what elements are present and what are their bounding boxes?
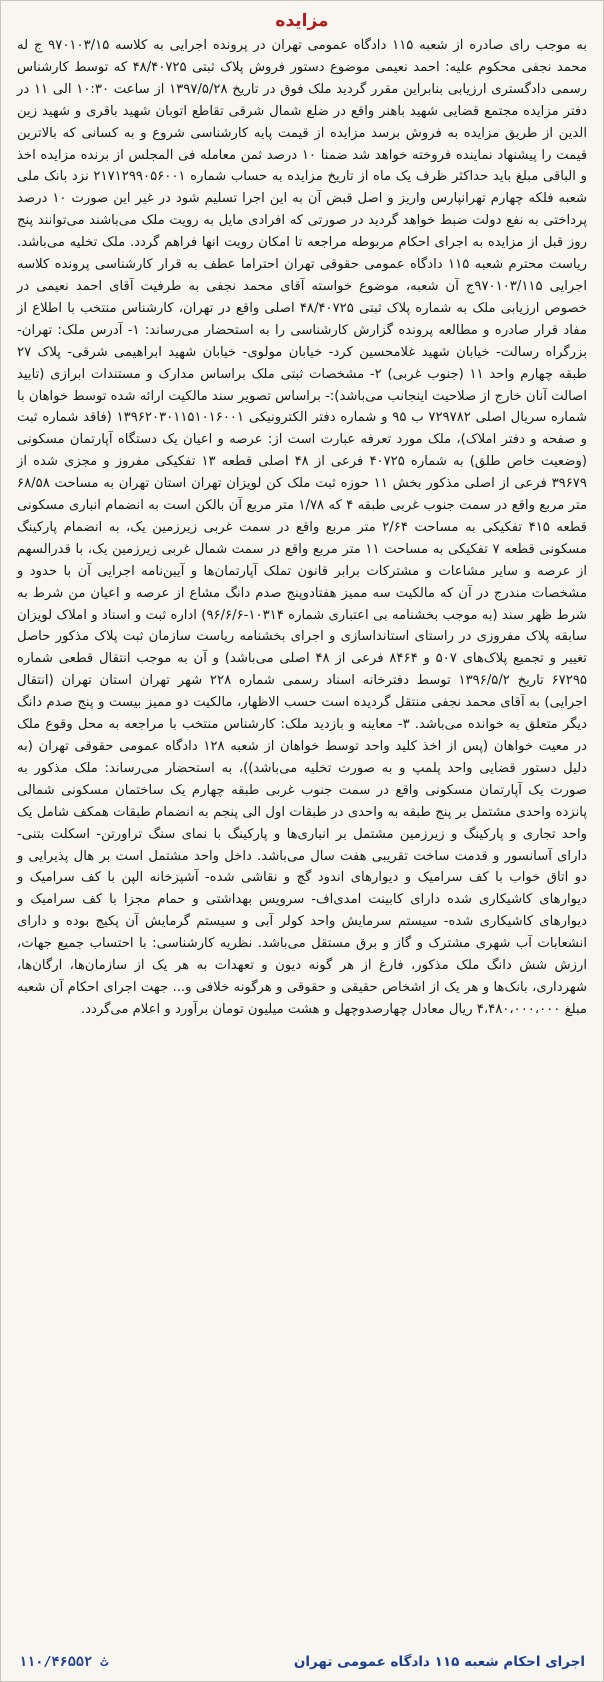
notice-footer <box>1 1651 603 1673</box>
notice-code: ۱۱۰/۴۶۵۵۲ ث <box>19 1654 109 1670</box>
notice-title: مزایده <box>275 11 329 31</box>
notice-body <box>1 31 603 1021</box>
notice-paragraph: به موجب رای صادره از شعبه ۱۱۵ دادگاه عمومی تهران در پرونده اجرایی به کلاسه ۹۷۰۱۰۳/۱۵ ج له محمد نجفی محکوم علیه: احمد نعیمی موضوع دستور فروش پلاک ثبتی ۴۸/۴۰۷۲۵ که توسط کارشناس رسمی دادگستری ارزیابی بنابراین مقرر گردید ملک فوق در تاریخ ۱۳۹۷/۵/۲۸ از ساعت ۱۰:۳۰ الی ۱۱ در دفتر مزایده مجتمع قضایی شهید باهنر واقع در ضلع شمال شرقی تقاطع اتوبان شهید باقری و شهید زین الدین از طریق مزایده به فروش برسد مزایده از قیمت پایه کارشناسی شروع و به کسانی که بالاترین قیمت را پیشنهاد نماینده فروخته خواهد شد ضمنا ۱۰ درصد ثمن معامله فی المجلس از برنده مزایده اخذ و الباقی مبلغ باید حداکثر ظرف یک ماه از تاریخ مزایده به حساب شماره ۲۱۷۱۲۹۹۰۵۶۰۰۱ نزد بانک ملی شعبه فلکه چهارم تهرانپارس واریز و اصل قبض آن به این اجرا تسلیم شود در غیر این صورت ۱۰ درصد پرداختی به نفع دولت ضبط خواهد گردید در صورتی که افرادی مایل به رویت ملک می‌باشند می‌توانند پنج روز قبل از مزایده به اجرای احکام مربوطه مراجعه تا امکان رویت انها فراهم گردد. ملک تخلیه می‌باشد. ریاست محترم شعبه ۱۱۵ دادگاه عمومی حقوقی تهران احتراما عطف به قرار کارشناسی پرونده کلاسه اجرایی ۹۷۰۱۰۳/۱۱۵ج آن شعبه، موضوع خواسته آقای محمد نجفی به طرفیت آقای احمد نعیمی در خصوص ارزیابی ملک به شماره پلاک ثبتی ۴۸/۴۰۷۲۵ اصلی واقع در تهران، کارشناس منتخب با اطلاع از مفاد قرار صادره و مطالعه پرونده گزارش کارشناسی را به استحضار می‌رساند: ۱- آدرس ملک: تهران- بزرگراه رسالت- خیابان شهید غلامحسین کرد- خیابان مولوی- خیابان شهید ابراهیمی شرقی- پلاک ۲۷ طبقه چهارم واحد ۱۱ (جنوب غربی) ۲- مشخصات ثبتی ملک براساس مدارک و مستندات ابرازی (تایید اصالت آنان خارج از صلاحیت اینجانب می‌باشد):- براساس تصویر سند مالکیت ارائه شده توسط خواهان با شماره سریال اصلی ۷۲۹۷۸۲ ب ۹۵ و شماره دفتر الکترونیکی ۱۳۹۶۲۰۳۰۱۱۵۱۰۱۶۰۰۱ (فاقد شماره ثبت و صفحه و دفتر املاک)، ملک مورد تعرفه عبارت است از: عرصه و اعیان یک دستگاه آپارتمان مسکونی (وضعیت خاص طلق) به شماره ۴۰۷۲۵ فرعی از ۴۸ اصلی قطعه ۱۳ تفکیکی مفروز و مجزی شده از ۳۹۶۷۹ فرعی از اصلی مذکور بخش ۱۱ حوزه ثبت ملک کن لویزان تهران استان تهران به مساحت ۶۸/۵۸ متر مربع واقع در سمت جنوب غربی طبقه ۴ که ۱/۷۸ متر مربع آن بالکن است به انضمام انباری مسکونی قطعه ۴۱۵ تفکیکی به مساحت ۲/۶۴ متر مربع واقع در سمت غربی زیرزمین یک، به انضمام پارکینگ مسکونی قطعه ۷ تفکیکی به مساحت ۱۱ متر مربع واقع در سمت شمال غربی زیرزمین یک، با قدرالسهم از عرصه و سایر مشاعات و مشترکات برابر قانون تملک آپارتمان‌ها و آیین‌نامه اجرایی آن با حدود و مشخصات مندرج در آن که مالکیت سه ممیز هفتادوپنج صدم دانگ مشاع از عرصه و اعیان من شرط به شرط ظهر سند (به موجب بخشنامه بی اعتباری شماره ۱۰۳۱۴-۹۶/۶/۶) اداره ثبت و اسناد و املاک لویزان سابقه پلاک مفروزی در راستای استانداسازی و اجرای بخشنامه ریاست سازمان ثبت پلاک مذکور حاصل تغییر و تجمیع پلاک‌های ۵۰۷ و ۸۴۶۴ فرعی از ۴۸ اصلی می‌باشد) و آن به موجب انتقال قطعی شماره ۶۷۲۹۵ تاریخ ۱۳۹۶/۵/۲ توسط دفترخانه اسناد رسمی شماره ۲۲۸ شهر تهران استان تهران (انتقال اجرایی) به آقای محمد نجفی منتقل گردیده است حسب الاظهار، مالکیت دو ممیز بیست و پنج صدم دانگ دیگر متعلق به خوانده می‌باشد. ۳- معاینه و بازدید ملک: کارشناس منتخب با مراجعه به محل وقوع ملک در معیت خواهان (پس از اخذ کلید واحد توسط خواهان از شعبه ۱۲۸ دادگاه عمومی حقوقی تهران (به دلیل دستور قضایی واحد پلمپ و به صورت تخلیه می‌باشد))، به استحضار می‌رساند: ملک مذکور به صورت یک آپارتمان مسکونی واقع در سمت جنوب غربی طبقه چهارم یک ساختمان مسکونی شمالی پانزده واحدی مشتمل بر پنج طبقه به واحدی در طبقات اول الی پنجم به انضمام طبقات همکف شامل یک واحد تجاری و پارکینگ و زیرزمین مشتمل بر انباری‌ها و پارکینگ با نمای سنگ تراورتن- اسکلت بتنی- دارای آسانسور و قدمت ساخت تقریبی هفت سال می‌باشد. داخل واحد مشتمل است بر هال پذیرایی و دو اتاق خواب با کف سرامیک و دیوارهای اندود گچ و نقاشی شده- آشپزخانه الپن با کف سرامیک و دیوارهای کاشیکاری شده دارای کابینت امدی‌اف- سرویس بهداشتی و حمام مجزا با کف سرامیک و دیوارهای کاشیکاری شده- سیستم سرمایش واحد کولر آبی و سیستم گرمایش آن پکیج بوده و دارای انشعابات آب شهری مشترک و گاز و برق مستقل می‌باشد. نظریه کارشناسی: با احتساب جمیع جهات، ارزش شش دانگ ملک مذکور، فارغ از هر گونه دیون و تعهدات به هر یک از سازمان‌ها، ارگان‌ها، شهرداری، بانک‌ها و هر یک از اشخاص حقیقی و حقوقی و هرگونه خلافی و... جهت اجرای احکام آن شعبه مبلغ ۴،۴۸۰،۰۰۰،۰۰۰ ریال معادل چهارصدوچهل و هشت میلیون تومان برآورد و اعلام می‌گردد. <box>17 38 588 1017</box>
notice-signature: اجرای احکام شعبه ۱۱۵ دادگاه عمومی تهران <box>293 1654 585 1670</box>
